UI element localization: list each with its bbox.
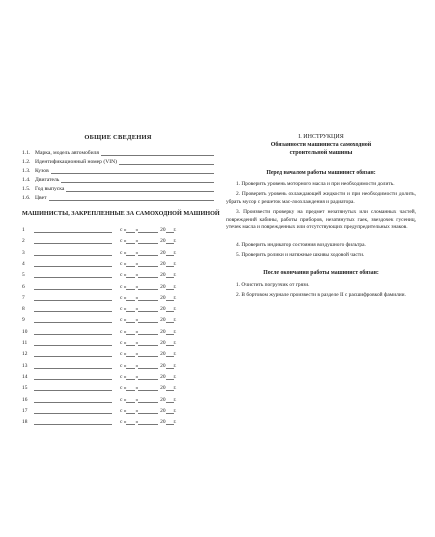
operator-row bbox=[22, 348, 214, 357]
year-prefix: 20 bbox=[160, 385, 166, 392]
date-from-label: с « bbox=[120, 351, 127, 358]
info-blank[interactable] bbox=[119, 158, 214, 165]
operator-row bbox=[22, 360, 214, 369]
year-blank[interactable] bbox=[166, 385, 174, 391]
operator-name-blank[interactable] bbox=[34, 351, 112, 357]
month-blank[interactable] bbox=[138, 238, 158, 244]
day-blank[interactable] bbox=[126, 272, 135, 278]
info-label: Цвет bbox=[35, 195, 47, 201]
year-suffix: г. bbox=[173, 373, 177, 380]
date-from-label: с « bbox=[120, 306, 127, 313]
year-prefix: 20 bbox=[160, 227, 166, 233]
operator-row bbox=[22, 337, 214, 346]
operator-name-blank[interactable] bbox=[34, 374, 112, 380]
before-item: 2. Проверить уровень охлаждающей жидкости и при необходимости долить, убрать мусор с решеток мас-лоохлаждения и радиатора. bbox=[226, 191, 416, 205]
operator-name-blank[interactable] bbox=[34, 385, 112, 391]
year-prefix: 20 bbox=[160, 407, 166, 414]
row-number: 2 bbox=[22, 238, 25, 245]
year-prefix: 20 bbox=[160, 249, 166, 256]
year-blank[interactable] bbox=[166, 408, 174, 414]
month-blank[interactable] bbox=[138, 227, 158, 233]
year-blank[interactable] bbox=[166, 306, 174, 312]
date-from-label: с « bbox=[120, 317, 127, 324]
month-blank[interactable] bbox=[138, 317, 158, 323]
day-blank[interactable] bbox=[126, 238, 135, 244]
after-item: 2. В бортовом журнале произвести в разделе II с расшифровкой фамилии. bbox=[236, 292, 406, 298]
year-suffix: г. bbox=[173, 238, 177, 245]
info-number: 1.4. bbox=[22, 177, 31, 183]
month-blank[interactable] bbox=[138, 272, 158, 278]
year-suffix: г. bbox=[173, 407, 177, 414]
operator-name-blank[interactable] bbox=[34, 408, 112, 414]
date-from-label: с « bbox=[120, 340, 127, 346]
month-blank[interactable] bbox=[138, 408, 158, 414]
operator-row bbox=[22, 394, 214, 403]
info-number: 1.3. bbox=[22, 168, 31, 174]
date-quote: » bbox=[135, 396, 139, 403]
operator-name-blank[interactable] bbox=[34, 317, 112, 323]
year-suffix: г. bbox=[173, 362, 177, 369]
date-quote: » bbox=[135, 351, 139, 358]
year-blank[interactable] bbox=[166, 419, 174, 425]
year-suffix: г. bbox=[173, 260, 177, 267]
operator-name-blank[interactable] bbox=[34, 397, 112, 403]
operator-name-blank[interactable] bbox=[34, 295, 112, 301]
info-number: 1.5. bbox=[22, 186, 31, 192]
year-suffix: г. bbox=[173, 317, 177, 324]
date-from-label: с « bbox=[120, 419, 127, 426]
row-number: 7 bbox=[22, 294, 25, 301]
info-label: Кузов bbox=[35, 168, 49, 174]
year-blank[interactable] bbox=[166, 374, 174, 380]
info-blank[interactable] bbox=[66, 185, 214, 192]
after-item: 1. Очистить погрузчик от грязи. bbox=[236, 282, 310, 288]
info-blank[interactable] bbox=[51, 167, 214, 174]
operator-row bbox=[22, 247, 214, 256]
info-number: 1.6. bbox=[22, 195, 31, 201]
year-blank[interactable] bbox=[166, 261, 174, 267]
year-prefix: 20 bbox=[160, 306, 166, 313]
year-prefix: 20 bbox=[160, 238, 166, 245]
year-suffix: г. bbox=[173, 396, 177, 403]
year-blank[interactable] bbox=[166, 295, 174, 301]
year-prefix: 20 bbox=[160, 260, 166, 267]
row-number: 3 bbox=[22, 249, 25, 256]
instruction-subtitle: Обязанности машиниста самоходной bbox=[270, 142, 372, 148]
instruction-title: I. ИНСТРУКЦИЯ bbox=[298, 134, 344, 140]
date-quote: » bbox=[135, 283, 139, 290]
month-blank[interactable] bbox=[138, 306, 158, 312]
operator-name-blank[interactable] bbox=[34, 340, 112, 346]
year-prefix: 20 bbox=[160, 419, 166, 426]
info-label: Год выпуска bbox=[35, 186, 65, 192]
info-label: Марка, модель автомобиля bbox=[35, 150, 99, 156]
info-line-color bbox=[22, 192, 214, 201]
date-quote: » bbox=[135, 362, 139, 369]
operator-name-blank[interactable] bbox=[34, 284, 112, 290]
date-from-label: с « bbox=[120, 283, 127, 290]
date-quote: » bbox=[135, 238, 139, 245]
year-prefix: 20 bbox=[160, 283, 166, 290]
info-label: Идентификационный номер (VIN) bbox=[35, 159, 118, 165]
row-number: 10 bbox=[22, 328, 28, 335]
row-number: 9 bbox=[22, 317, 25, 324]
operator-name-blank[interactable] bbox=[34, 238, 112, 244]
year-prefix: 20 bbox=[160, 294, 166, 301]
day-blank[interactable] bbox=[126, 227, 135, 233]
operator-row bbox=[22, 314, 214, 323]
operator-row bbox=[22, 371, 214, 380]
row-number: 4 bbox=[22, 260, 25, 267]
year-suffix: г. bbox=[173, 283, 177, 290]
info-line-engine bbox=[22, 174, 214, 183]
year-suffix: г. bbox=[173, 294, 177, 301]
operator-name-blank[interactable] bbox=[34, 363, 112, 369]
month-blank[interactable] bbox=[138, 295, 158, 301]
year-suffix: г. bbox=[173, 385, 177, 392]
year-suffix: г. bbox=[173, 249, 177, 256]
row-number: 17 bbox=[22, 407, 28, 414]
month-blank[interactable] bbox=[138, 340, 158, 346]
date-quote: » bbox=[135, 340, 139, 346]
date-quote: » bbox=[135, 317, 139, 324]
date-quote: » bbox=[135, 249, 139, 256]
after-work-heading: После окончания работы машинист обязан: bbox=[263, 270, 379, 276]
month-blank[interactable] bbox=[138, 250, 158, 256]
operator-row bbox=[22, 281, 214, 290]
year-blank[interactable] bbox=[166, 317, 174, 323]
year-blank[interactable] bbox=[166, 351, 174, 357]
date-from-label: с « bbox=[120, 272, 127, 279]
operator-row bbox=[22, 292, 214, 301]
date-from-label: с « bbox=[120, 396, 127, 403]
year-suffix: г. bbox=[173, 306, 177, 313]
year-suffix: г. bbox=[173, 340, 177, 346]
year-blank[interactable] bbox=[166, 272, 174, 278]
assigned-operators-title: МАШИНИСТЫ, ЗАКРЕПЛЕННЫЕ ЗА САМОХОДНОЙ МАШИНОЙ bbox=[22, 210, 220, 217]
day-blank[interactable] bbox=[126, 317, 135, 323]
row-number: 1 bbox=[22, 227, 25, 233]
month-blank[interactable] bbox=[138, 397, 158, 403]
info-blank[interactable] bbox=[61, 176, 214, 183]
year-blank[interactable] bbox=[166, 250, 174, 256]
date-quote: » bbox=[135, 385, 139, 392]
day-blank[interactable] bbox=[126, 385, 135, 391]
date-quote: » bbox=[135, 260, 139, 267]
year-blank[interactable] bbox=[166, 329, 174, 335]
info-blank[interactable] bbox=[101, 149, 214, 156]
day-blank[interactable] bbox=[126, 261, 135, 267]
row-number: 14 bbox=[22, 373, 28, 380]
year-prefix: 20 bbox=[160, 373, 166, 380]
date-from-label: с « bbox=[120, 227, 127, 233]
year-prefix: 20 bbox=[160, 362, 166, 369]
year-blank[interactable] bbox=[166, 340, 174, 346]
operator-row bbox=[22, 326, 214, 335]
date-from-label: с « bbox=[120, 407, 127, 414]
info-blank[interactable] bbox=[49, 194, 214, 201]
day-blank[interactable] bbox=[126, 295, 135, 301]
before-item: 4. Проверить индикатор состояния воздушного фильтра. bbox=[236, 242, 366, 248]
info-line-vin bbox=[22, 156, 214, 165]
year-blank[interactable] bbox=[166, 397, 174, 403]
operator-row bbox=[22, 269, 214, 278]
row-number: 11 bbox=[22, 340, 28, 346]
day-blank[interactable] bbox=[126, 397, 135, 403]
row-number: 13 bbox=[22, 362, 28, 369]
month-blank[interactable] bbox=[138, 284, 158, 290]
year-blank[interactable] bbox=[166, 363, 174, 369]
date-from-label: с « bbox=[120, 260, 127, 267]
year-prefix: 20 bbox=[160, 328, 166, 335]
month-blank[interactable] bbox=[138, 419, 158, 425]
operator-row bbox=[22, 405, 214, 414]
operator-name-blank[interactable] bbox=[34, 306, 112, 312]
row-number: 12 bbox=[22, 351, 28, 358]
month-blank[interactable] bbox=[138, 329, 158, 335]
year-prefix: 20 bbox=[160, 272, 166, 279]
day-blank[interactable] bbox=[126, 340, 135, 346]
month-blank[interactable] bbox=[138, 351, 158, 357]
date-quote: » bbox=[135, 373, 139, 380]
day-blank[interactable] bbox=[126, 284, 135, 290]
year-prefix: 20 bbox=[160, 396, 166, 403]
day-blank[interactable] bbox=[126, 408, 135, 414]
info-line-brand bbox=[22, 147, 214, 156]
day-blank[interactable] bbox=[126, 329, 135, 335]
day-blank[interactable] bbox=[126, 250, 135, 256]
before-item: 5. Проверить ролики и натяжные шкивы ходовой части. bbox=[236, 252, 365, 258]
month-blank[interactable] bbox=[138, 374, 158, 380]
year-blank[interactable] bbox=[166, 238, 174, 244]
general-info-title: ОБЩИЕ СВЕДЕНИЯ bbox=[84, 134, 152, 141]
year-suffix: г. bbox=[173, 419, 177, 426]
year-suffix: г. bbox=[173, 272, 177, 279]
info-line-year bbox=[22, 183, 214, 192]
operator-name-blank[interactable] bbox=[34, 261, 112, 267]
operator-row bbox=[22, 303, 214, 312]
info-line-body bbox=[22, 165, 214, 174]
operator-name-blank[interactable] bbox=[34, 250, 112, 256]
row-number: 16 bbox=[22, 396, 28, 403]
date-quote: » bbox=[135, 272, 139, 279]
day-blank[interactable] bbox=[126, 374, 135, 380]
date-from-label: с « bbox=[120, 249, 127, 256]
operator-row bbox=[22, 224, 214, 233]
date-quote: » bbox=[135, 419, 139, 426]
date-quote: » bbox=[135, 407, 139, 414]
date-from-label: с « bbox=[120, 373, 127, 380]
year-suffix: г. bbox=[173, 351, 177, 358]
row-number: 15 bbox=[22, 385, 28, 392]
operator-name-blank[interactable] bbox=[34, 419, 112, 425]
year-prefix: 20 bbox=[160, 317, 166, 324]
date-from-label: с « bbox=[120, 238, 127, 245]
before-item: 3. Произвести проверку на предмет незатянутых или сломанных частей, повреждений кабины, работы приборов, незатянутых гаек, звездочек гусениц, утечек масла и поврежденных или отсутствующих предупредительных знаков. bbox=[226, 209, 416, 231]
row-number: 18 bbox=[22, 419, 28, 426]
info-number: 1.1. bbox=[22, 150, 31, 156]
operator-row bbox=[22, 382, 214, 391]
info-number: 1.2. bbox=[22, 159, 31, 165]
day-blank[interactable] bbox=[126, 363, 135, 369]
day-blank[interactable] bbox=[126, 419, 135, 425]
operator-row bbox=[22, 235, 214, 244]
year-suffix: г. bbox=[173, 227, 177, 233]
date-quote: » bbox=[135, 294, 139, 301]
before-item: 1. Проверить уровень моторного масла и при необходимости долить. bbox=[236, 181, 395, 187]
date-from-label: с « bbox=[120, 385, 127, 392]
instruction-subtitle-line2: строительной машины bbox=[289, 150, 353, 156]
day-blank[interactable] bbox=[126, 306, 135, 312]
operator-name-blank[interactable] bbox=[34, 329, 112, 335]
date-from-label: с « bbox=[120, 294, 127, 301]
month-blank[interactable] bbox=[138, 363, 158, 369]
year-blank[interactable] bbox=[166, 284, 174, 290]
row-number: 6 bbox=[22, 283, 25, 290]
month-blank[interactable] bbox=[138, 385, 158, 391]
date-quote: » bbox=[135, 227, 139, 233]
row-number: 8 bbox=[22, 306, 25, 313]
before-work-heading: Перед началом работы машинист обязан: bbox=[266, 170, 376, 176]
row-number: 5 bbox=[22, 272, 25, 279]
year-prefix: 20 bbox=[160, 351, 166, 358]
operator-row bbox=[22, 416, 214, 425]
year-prefix: 20 bbox=[160, 340, 166, 346]
month-blank[interactable] bbox=[138, 261, 158, 267]
date-quote: » bbox=[135, 328, 139, 335]
operator-name-blank[interactable] bbox=[34, 272, 112, 278]
info-label: Двигатель bbox=[35, 177, 60, 183]
date-quote: » bbox=[135, 306, 139, 313]
year-blank[interactable] bbox=[166, 227, 174, 233]
year-suffix: г. bbox=[173, 328, 177, 335]
operator-name-blank[interactable] bbox=[34, 227, 112, 233]
date-from-label: с « bbox=[120, 328, 127, 335]
date-from-label: с « bbox=[120, 362, 127, 369]
day-blank[interactable] bbox=[126, 351, 135, 357]
operator-row bbox=[22, 258, 214, 267]
